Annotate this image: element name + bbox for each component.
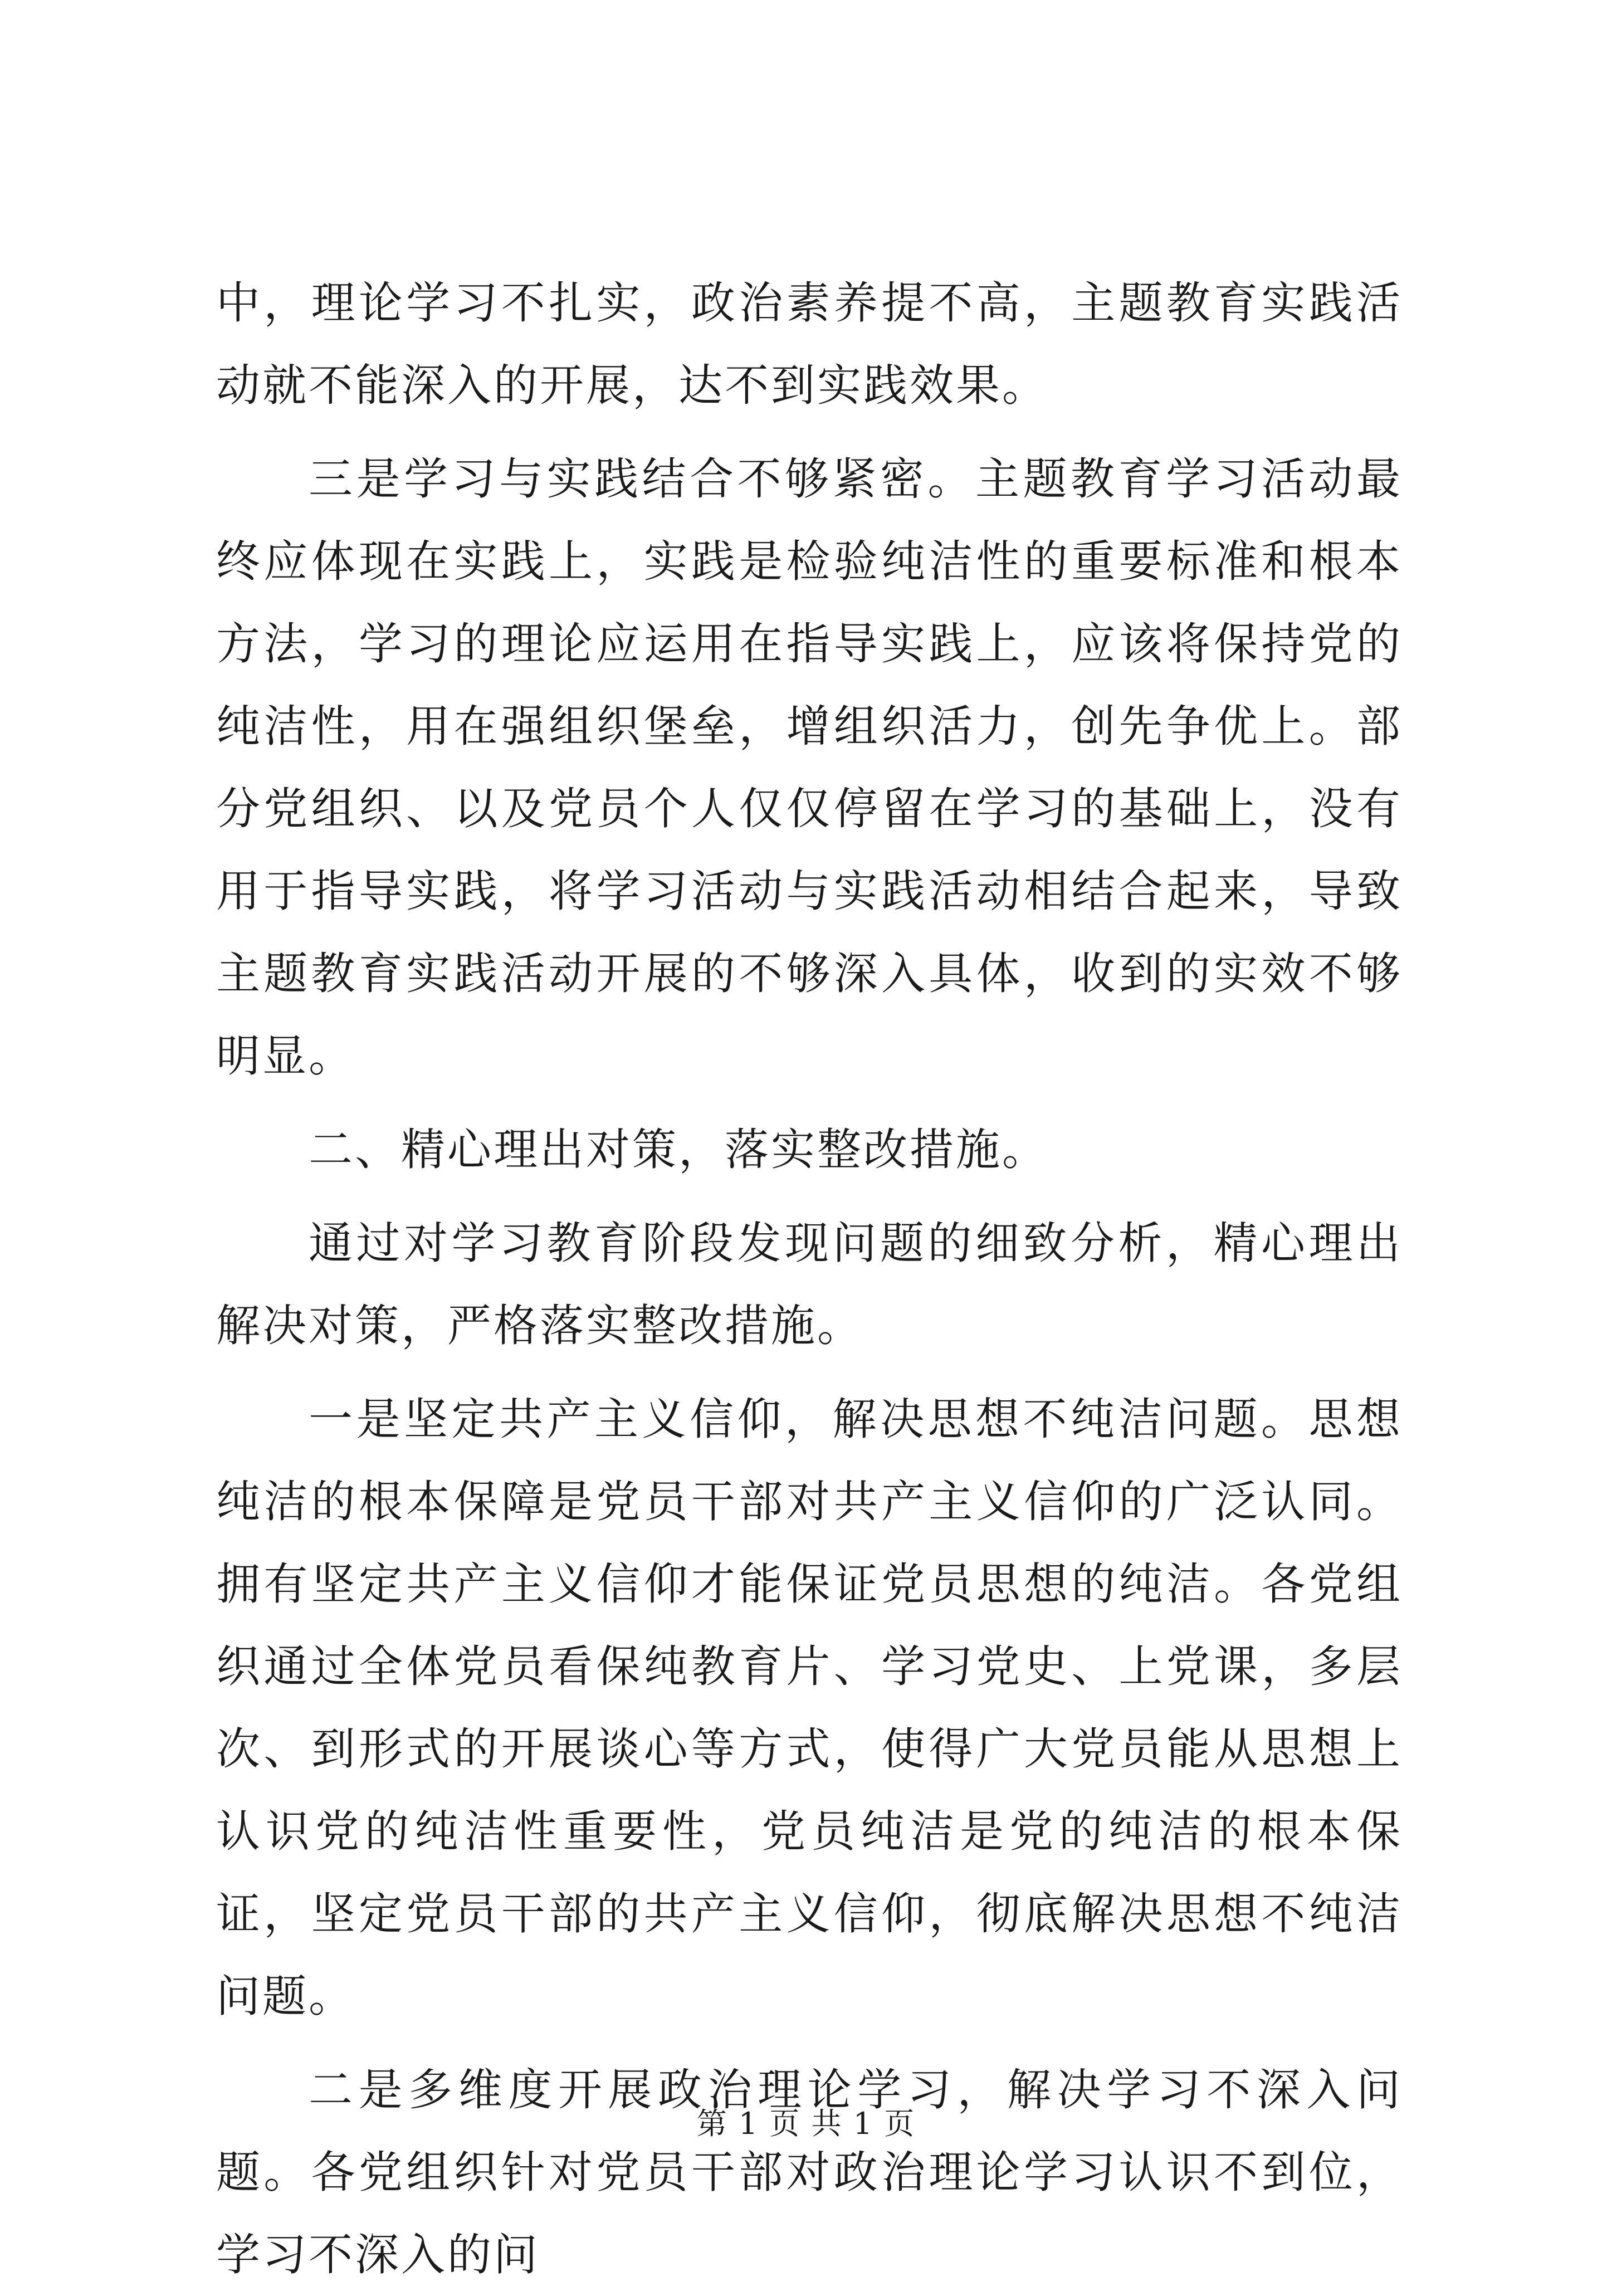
page-footer: 第 1 页 共 1 页 <box>696 2106 916 2141</box>
section-heading: 二、精心理出对策，落实整改措施。 <box>309 1124 1048 1175</box>
paragraph-2: 三是学习与实践结合不够紧密。主题教育学习活动最终应体现在实践上，实践是检验纯洁性的重要标准和根本方法，学习的理论应运用在指导实践上，应该将保持党的纯洁性，用在强组织堡垒，增组织活力，创先争优上。部分党组织、以及党员个人仅仅停留在学习的基础上，没有用于指导实践，将学习活动与实践活动相结合起来，导致主题教育实践活动开展的不够深入具体，收到的实效不够明显。 <box>216 453 1403 1082</box>
paragraph-5: 二是多维度开展政治理论学习，解决学习不深入问题。各党组织针对党员干部对政治理论学习认识不到位，学习不深入的问 <box>216 2064 1403 2280</box>
paragraph-4: 一是坚定共产主义信仰，解决思想不纯洁问题。思想纯洁的根本保障是党员干部对共产主义信仰的广泛认同。拥有坚定共产主义信仰才能保证党员思想的纯洁。各党组织通过全体党员看保纯教育片、学习党史、上党课，多层次、到形式的开展谈心等方式，使得广大党员能从思想上认识党的纯洁性重要性，党员纯洁是党的纯洁的根本保证，坚定党员干部的共产主义信仰，彻底解决思想不纯洁问题。 <box>216 1394 1403 2022</box>
document-body <box>216 262 1403 2296</box>
paragraph-1: 中，理论学习不扎实，政治素养提不高，主题教育实践活动就不能深入的开展，达不到实践效果。 <box>216 277 1403 411</box>
paragraph-3: 通过对学习教育阶段发现问题的细致分析，精心理出解决对策，严格落实整改措施。 <box>216 1218 1403 1351</box>
